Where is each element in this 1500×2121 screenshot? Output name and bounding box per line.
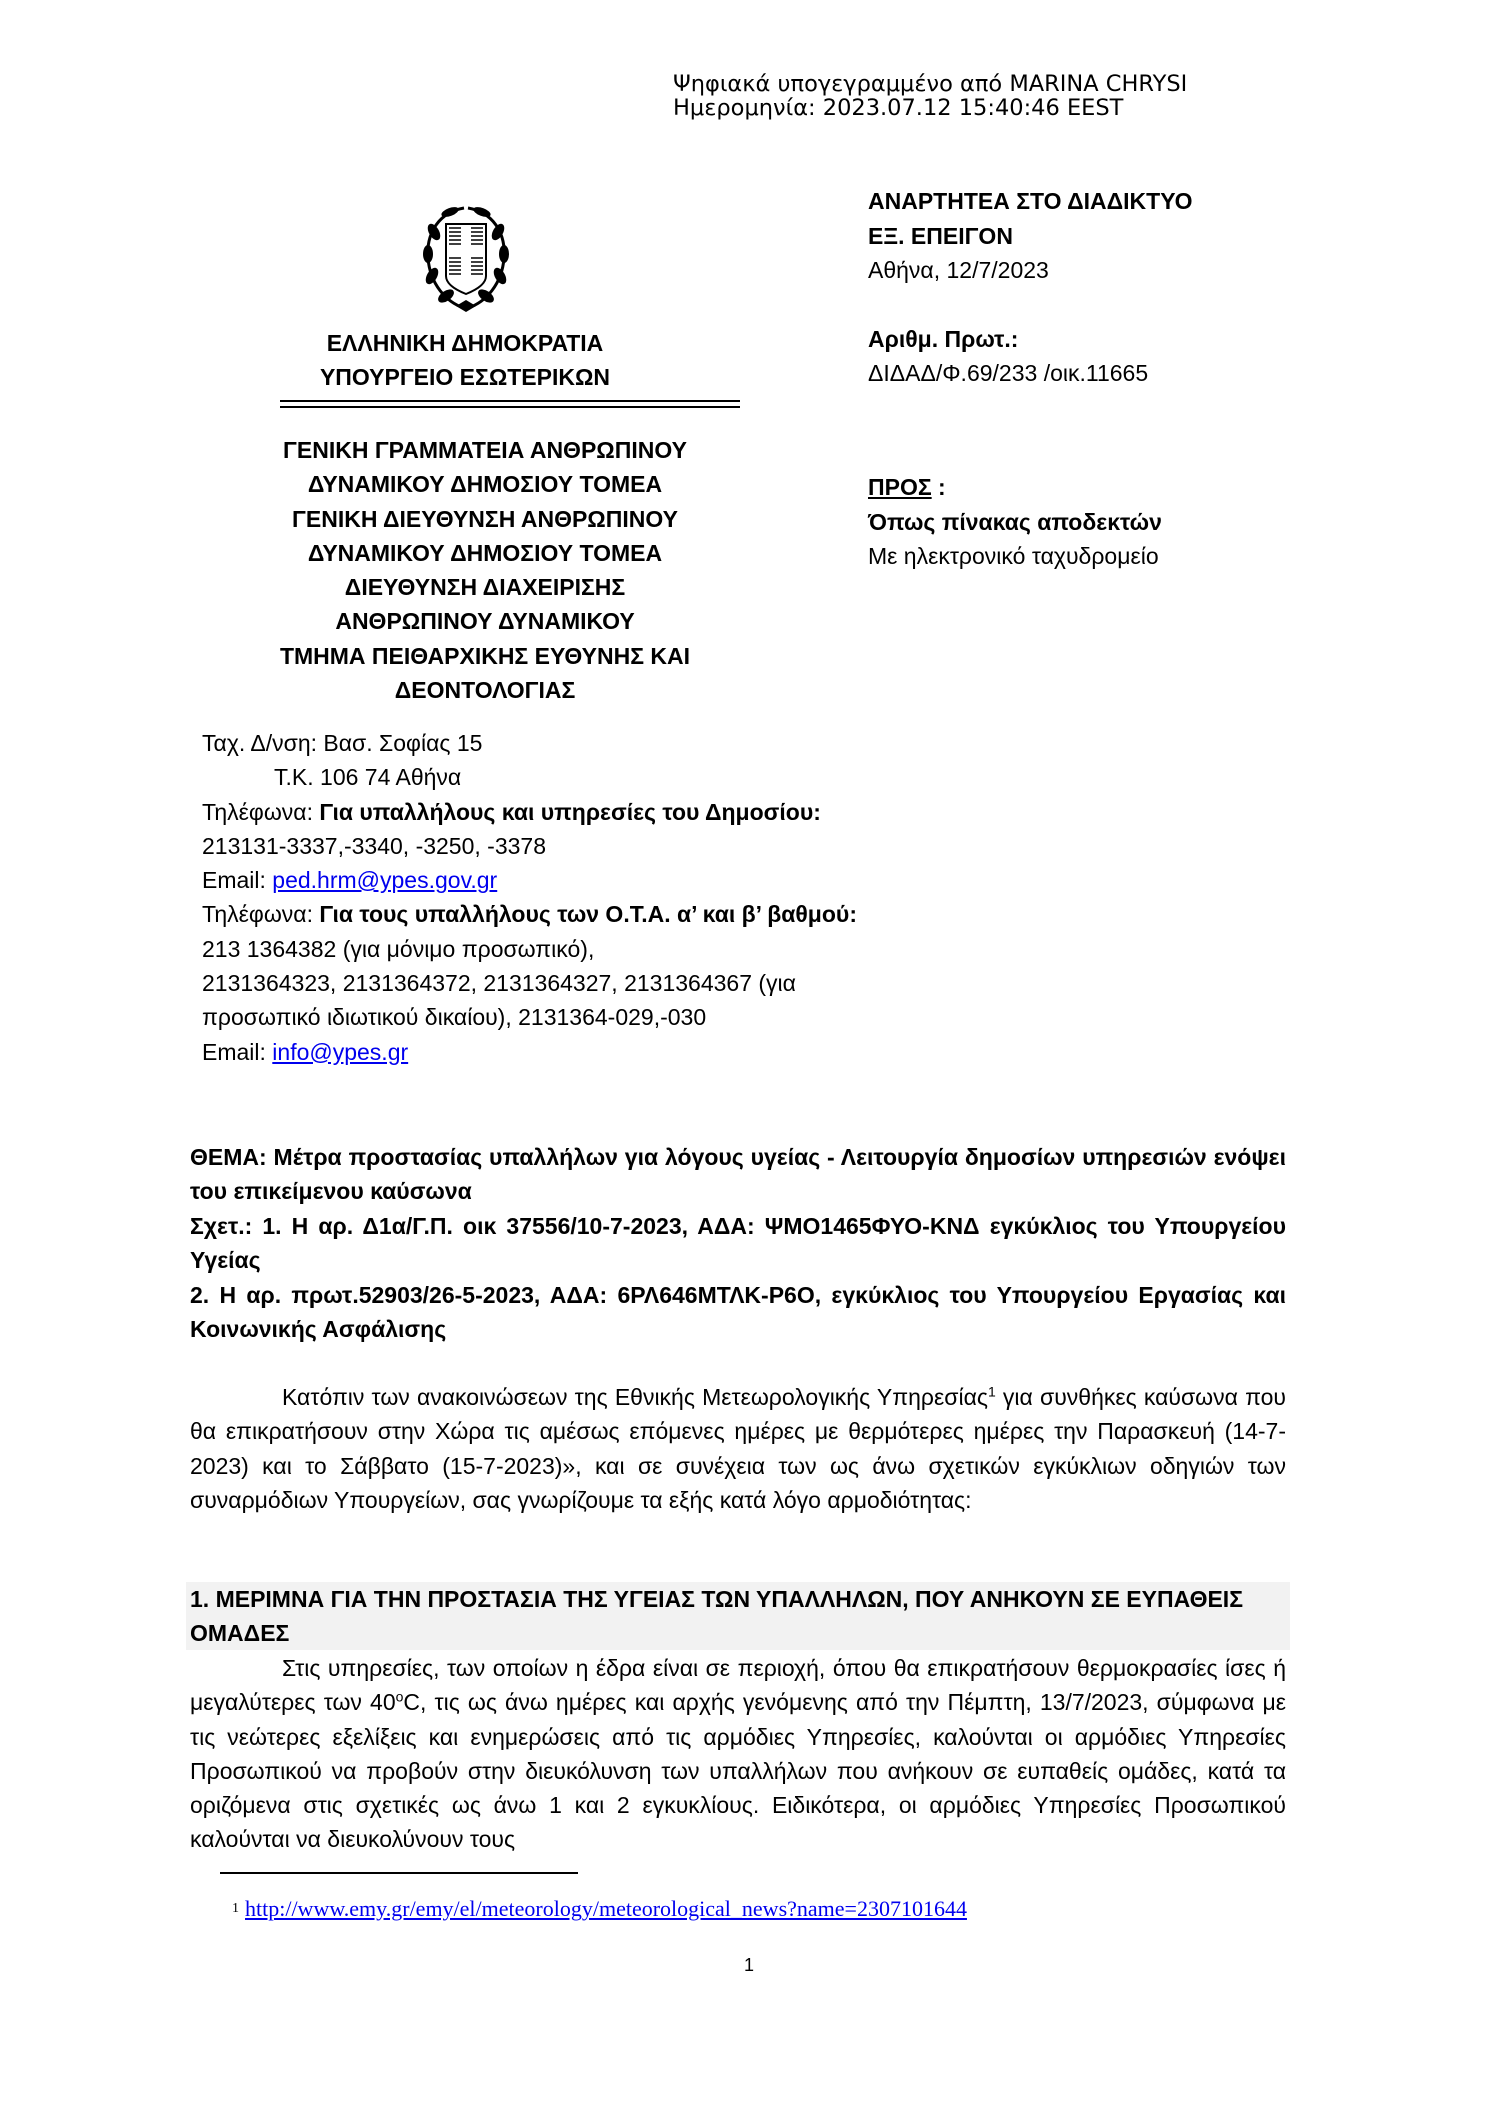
ministry-name: ΥΠΟΥΡΓΕΙΟ ΕΣΩΤΕΡΙΚΩΝ [319, 364, 611, 390]
subject-block [190, 1140, 1286, 1346]
department-line: ΓΕΝΙΚΗ ΓΡΑΜΜΑΤΕΙΑ ΑΝΘΡΩΠΙΝΟΥ [283, 437, 687, 463]
contact-details [202, 726, 962, 1069]
degree-symbol: o [395, 1688, 404, 1705]
footnote-ref[interactable]: 1 [987, 1383, 996, 1400]
place-date: Αθήνα, 12/7/2023 [868, 257, 1049, 283]
publish-notice: ΑΝΑΡΤΗΤΕΑ ΣΤΟ ΔΙΑΔΙΚΤΥΟ [868, 188, 1193, 214]
phones-label: Τηλέφωνα: [202, 798, 320, 825]
delivery-method: Με ηλεκτρονικό ταχυδρομείο [868, 543, 1159, 569]
footnote-link[interactable]: http://www.emy.gr/emy/el/meteorology/meteorological_news?name=2307101644 [245, 1896, 967, 1921]
intro-text: Κατόπιν των ανακοινώσεων της Εθνικής Μετεωρολογικής Υπηρεσίας [282, 1384, 988, 1410]
section-1-heading: 1. ΜΕΡΙΜΝΑ ΓΙΑ ΤΗΝ ΠΡΟΣΤΑΣΙΑ ΤΗΣ ΥΓΕΙΑΣ ΤΩΝ ΥΠΑΛΛΗΛΩΝ, ΠΟΥ ΑΝΗΚΟΥΝ ΣΕ ΕΥΠΑΘΕΙΣ ΟΜΑΔΕΣ [186, 1582, 1290, 1650]
signature-signer: Ψηφιακά υπογεγραμμένο από MARINA CHRYSI [673, 71, 1188, 97]
department-line: ΑΝΘΡΩΠΙΝΟΥ ΔΥΝΑΜΙΚΟΥ [335, 608, 635, 635]
document-meta [868, 184, 1288, 391]
footnote-number: 1 [232, 1901, 239, 1916]
department-line: ΓΕΝΙΚΗ ΔΙΕΥΘΥΝΣΗ ΑΝΘΡΩΠΙΝΟΥ [292, 505, 678, 532]
department-line: ΔΕΟΝΤΟΛΟΓΙΑΣ [394, 677, 576, 704]
subject-reference-1: Σχετ.: 1. Η αρ. Δ1α/Γ.Π. οικ 37556/10-7-2023, ΑΔΑ: ΨΜΟ1465ΦΥΟ-ΚΝΔ εγκύκλιος του Υπουργείου Υγείας [190, 1212, 1286, 1274]
greek-coat-of-arms-icon [420, 198, 512, 316]
section-1-text: Στις υπηρεσίες, των οποίων η έδρα είναι σε περιοχή, όπου θα επικρατήσουν θερμοκρασίες ίσες ή μεγαλύτερες των 40 [190, 1655, 1286, 1716]
phones-ota-line: 2131364323, 2131364372, 2131364327, 2131364367 (για [202, 970, 796, 997]
phones-label: Τηλέφωνα: [202, 901, 320, 928]
phones-ota-line: 213 1364382 (για μόνιμο προσωπικό), [202, 935, 595, 962]
phones-public-numbers: 213131-3337,-3340, -3250, -3378 [202, 832, 547, 859]
phones-public-title: Για υπαλλήλους και υπηρεσίες του Δημοσίου: [319, 798, 821, 825]
email-label: Email: [202, 867, 273, 894]
postal-address: Ταχ. Δ/νση: Βασ. Σοφίας 15 [202, 730, 483, 756]
email-link-info[interactable]: info@ypes.gr [272, 1038, 409, 1065]
phones-ota-line: προσωπικό ιδιωτικού δικαίου), 2131364-029,-030 [202, 1004, 707, 1031]
footnote [232, 1896, 967, 1922]
page-number: 1 [744, 1955, 755, 1975]
section-1-paragraph [190, 1651, 1286, 1857]
section-1-text: C, τις ως άνω ημέρες και αρχής γενόμενης από την Πέμπτη, 13/7/2023, σύμφωνα με τις νεώτερες εξελίξεις και ενημερώσεις από τις αρμόδιες Υπηρεσίες, καλούνται οι αρμόδιες Υπηρεσίες Προσωπικού να προβούν στην διευκόλυνση των υπαλλήλων που ανήκουν σε ευπαθείς ομάδες, κατά τα οριζόμενα στις σχετικές ως άνω 1 και 2 εγκυκλίους. Ειδικότερα, οι αρμόδιες Υπηρεσίες Προσωπικού καλούνται να διευκολύνουν τους [190, 1689, 1286, 1853]
department-line: ΔΙΕΥΘΥΝΣΗ ΔΙΑΧΕΙΡΙΣΗΣ [344, 574, 626, 601]
subject-reference-2: 2. Η αρ. πρωτ.52903/26-5-2023, ΑΔΑ: 6ΡΛ646ΜΤΛΚ-Ρ6Ο, εγκύκλιος του Υπουργείου Εργασίας και Κοινωνικής Ασφάλισης [190, 1281, 1286, 1343]
protocol-number: ΔΙΔΑΔ/Φ.69/233 /οικ.11665 [868, 360, 1149, 386]
government-header [250, 326, 680, 394]
republic-name: ΕΛΛΗΝΙΚΗ ΔΗΜΟΚΡΑΤΙΑ [326, 330, 604, 356]
department-line: ΔΥΝΑΜΙΚΟΥ ΔΗΜΟΣΙΟΥ ΤΟΜΕΑ [307, 471, 663, 498]
recipients-list: Όπως πίνακας αποδεκτών [868, 508, 1162, 535]
department-block [245, 433, 725, 707]
recipients-block [868, 470, 1288, 574]
intro-paragraph [190, 1380, 1286, 1517]
to-suffix: : [931, 474, 946, 500]
subject-theme: ΘΕΜΑ: Μέτρα προστασίας υπαλλήλων για λόγους υγείας - Λειτουργία δημοσίων υπηρεσιών ενόψει του επικείμενου καύσωνα [190, 1144, 1286, 1205]
department-line: ΔΥΝΑΜΙΚΟΥ ΔΗΜΟΣΙΟΥ ΤΟΜΕΑ [307, 539, 663, 566]
phones-ota-title: Για τους υπαλλήλους των Ο.Τ.Α. α’ και β’ βαθμού: [319, 901, 857, 928]
email-link-ped[interactable]: ped.hrm@ypes.gov.gr [272, 867, 498, 894]
postal-code: Τ.Κ. 106 74 Αθήνα [274, 764, 462, 791]
email-label: Email: [202, 1038, 273, 1065]
to-label: ΠΡΟΣ [868, 474, 932, 500]
digital-signature [673, 72, 1187, 120]
signature-date: Ημερομηνία: 2023.07.12 15:40:46 EEST [673, 95, 1124, 121]
urgency-notice: ΕΞ. ΕΠΕΙΓΟΝ [868, 222, 1013, 249]
intro-text: για συνθήκες καύσωνα που θα επικρατήσουν στην Χώρα τις αμέσως επόμενες ημέρες με θερμότερες ημέρες την Παρασκευή (14-7-2023) και το Σάββατο (15-7-2023)», και σε συνέχεια των ως άνω σχετικών εγκύκλιων οδηγιών των συναρμόδιων Υπουργείων, σας γνωρίζουμε τα εξής κατά λόγο αρμοδιότητας: [190, 1384, 1286, 1513]
header-double-rule [280, 400, 740, 408]
protocol-label: Αριθμ. Πρωτ.: [868, 325, 1019, 352]
footnote-separator [220, 1872, 578, 1874]
department-line: ΤΜΗΜΑ ΠΕΙΘΑΡΧΙΚΗΣ ΕΥΘΥΝΗΣ ΚΑΙ [279, 642, 691, 669]
